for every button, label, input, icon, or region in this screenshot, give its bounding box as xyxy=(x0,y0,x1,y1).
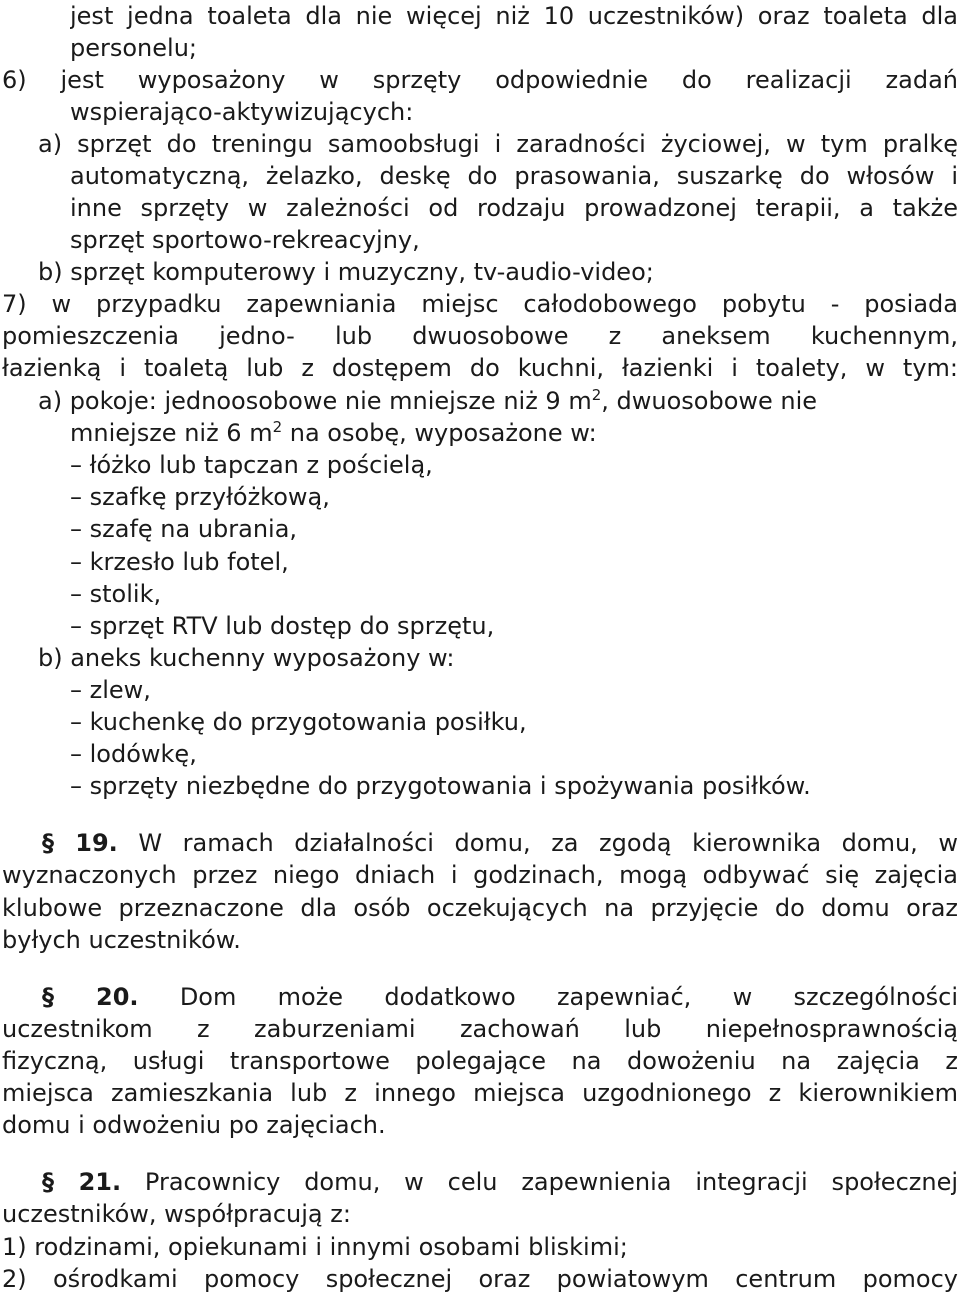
text-line: sprzęt sportowo-rekreacyjny, xyxy=(70,226,420,254)
list-item-a-rooms xyxy=(38,385,817,417)
text-run: Pracownicy domu, w celu zapewnienia integracji społecznej xyxy=(121,1168,958,1196)
text-run: W ramach działalności domu, za zgodą kierownika domu, w xyxy=(117,829,958,857)
dash-item: – kuchenkę do przygotowania posiłku, xyxy=(70,708,527,736)
dash-item: – szafkę przyłóżkową, xyxy=(70,483,330,511)
dash-item: – krzesło lub fotel, xyxy=(70,548,289,576)
text-line: fizyczną, usługi transportowe polegające na dowożeniu na zajęcia z xyxy=(2,1047,958,1075)
dash-item: – sprzęt RTV lub dostęp do sprzętu, xyxy=(70,612,495,640)
superscript: 2 xyxy=(591,386,602,404)
list-item-2: 2) ośrodkami pomocy społecznej oraz powiatowym centrum pomocy xyxy=(2,1265,958,1293)
section-number: § 19. xyxy=(42,829,118,857)
text-line: pomieszczenia jedno- lub dwuosobowe z aneksem kuchennym, xyxy=(2,322,958,350)
list-item-b: b) sprzęt komputerowy i muzyczny, tv-audio-video; xyxy=(38,258,654,286)
text-run: , dwuosobowe nie xyxy=(601,387,818,415)
text-line: uczestnikom z zaburzeniami zachowań lub niepełnosprawnością xyxy=(2,1015,958,1043)
section-20 xyxy=(2,981,958,1013)
dash-item: – szafę na ubrania, xyxy=(70,515,298,543)
dash-item: – zlew, xyxy=(70,676,151,704)
text-line: domu i odwożeniu po zajęciach. xyxy=(2,1111,386,1139)
text-line: wspierająco-aktywizujących: xyxy=(70,98,414,126)
section-number: § 21. xyxy=(42,1168,122,1196)
text-line: inne sprzęty w zależności od rodzaju prowadzonej terapii, a także xyxy=(70,194,958,222)
dash-item: – łóżko lub tapczan z pościelą, xyxy=(70,451,433,479)
list-item-b-kitchen: b) aneks kuchenny wyposażony w: xyxy=(38,644,455,672)
list-item-1: 1) rodzinami, opiekunami i innymi osobami bliskimi; xyxy=(2,1233,628,1261)
text-line: wyznaczonych przez niego dniach i godzinach, mogą odbywać się zajęcia xyxy=(2,861,958,889)
text-line: jest jedna toaleta dla nie więcej niż 10 uczestników) oraz toaleta dla xyxy=(70,2,958,30)
list-item-6: 6) jest wyposażony w sprzęty odpowiednie do realizacji zadań xyxy=(2,66,958,94)
text-run: na osobę, wyposażone w: xyxy=(282,419,597,447)
text-line: automatyczną, żelazko, deskę do prasowania, suszarkę do włosów i xyxy=(70,162,958,190)
text-line: personelu; xyxy=(70,34,197,62)
section-19 xyxy=(2,827,958,859)
text-line: łazienką i toaletą lub z dostępem do kuchni, łazienki i toalety, w tym: xyxy=(2,354,958,382)
text-run: mniejsze niż 6 m xyxy=(70,419,273,447)
text-line: miejsca zamieszkania lub z innego miejsca uzgodnionego z kierownikiem xyxy=(2,1079,958,1107)
section-21 xyxy=(2,1166,958,1198)
text-line: klubowe przeznaczone dla osób oczekujących na przyjęcie do domu oraz xyxy=(2,894,958,922)
text-run: Dom może dodatkowo zapewniać, w szczególności xyxy=(138,983,958,1011)
dash-item: – lodówkę, xyxy=(70,740,197,768)
text-line xyxy=(70,417,597,449)
text-line: uczestników, współpracują z: xyxy=(2,1200,351,1228)
text-run: a) pokoje: jednoosobowe nie mniejsze niż 9 m xyxy=(38,387,592,415)
dash-item: – sprzęty niezbędne do przygotowania i spożywania posiłków. xyxy=(70,772,811,800)
superscript: 2 xyxy=(272,418,283,436)
section-number: § 20. xyxy=(42,983,139,1011)
list-item-7: 7) w przypadku zapewniania miejsc całodobowego pobytu - posiada xyxy=(2,290,958,318)
text-line: byłych uczestników. xyxy=(2,926,241,954)
list-item-a: a) sprzęt do treningu samoobsługi i zaradności życiowej, w tym pralkę xyxy=(38,130,958,158)
dash-item: – stolik, xyxy=(70,580,162,608)
